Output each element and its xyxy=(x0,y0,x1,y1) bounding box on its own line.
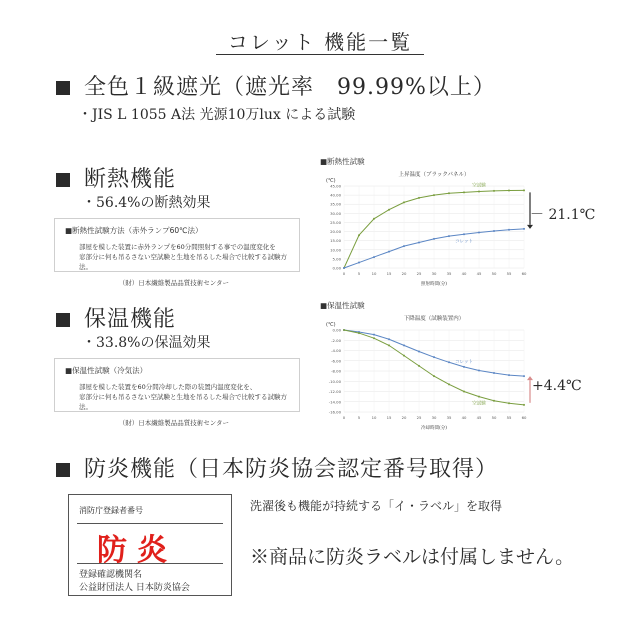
x-tick-label: 0 xyxy=(342,415,346,420)
y-tick-label: 15.00 xyxy=(330,238,341,244)
y-tick-label: 20.00 xyxy=(330,229,341,235)
x-tick-label: 45 xyxy=(476,271,482,276)
warmth-note-title: ■保温性試験（冷気法） xyxy=(65,366,148,375)
x-tick-label: 10 xyxy=(371,271,377,276)
y-tick-label: 30.00 xyxy=(330,210,341,216)
warmth-note-source: （財）日本繊維製品品質技術センター xyxy=(118,419,229,427)
x-tick-label: 60 xyxy=(521,271,527,276)
data-point xyxy=(373,337,375,339)
x-tick-label: 30 xyxy=(431,415,437,420)
insulation-note-title: ■断熱性試験方法（赤外ランプ60℃法） xyxy=(65,226,203,235)
warmth-chart xyxy=(314,310,536,434)
cert-top-text: 消防庁登録者番号 xyxy=(79,506,143,515)
data-point xyxy=(403,245,405,247)
y-tick-label: 0.00 xyxy=(332,327,341,333)
y-tick-label: -8.00 xyxy=(331,368,341,374)
data-point xyxy=(403,355,405,357)
shading-heading xyxy=(56,70,496,101)
data-point xyxy=(478,369,480,371)
x-tick-label: 40 xyxy=(461,271,467,276)
data-point xyxy=(463,233,465,235)
insulation-note-line: 窓部分に何も吊るさない空試験と生地を吊るした場合で比較する試験方法。 xyxy=(79,253,287,271)
y-tick-label: 35.00 xyxy=(330,201,341,207)
square-bullet-icon xyxy=(56,81,70,95)
series-label: コレット xyxy=(455,359,473,365)
flameproof-heading xyxy=(56,452,498,483)
data-point xyxy=(373,334,375,336)
data-point xyxy=(343,267,345,269)
data-point xyxy=(493,372,495,374)
data-point xyxy=(523,404,525,406)
data-point xyxy=(478,190,480,192)
delta-arrow-head xyxy=(527,225,533,229)
y-tick-label: -6.00 xyxy=(331,358,341,364)
x-tick-label: 30 xyxy=(431,271,437,276)
page-title: コレット 機能一覧 xyxy=(227,30,413,54)
x-tick-label: 50 xyxy=(491,415,497,420)
data-point xyxy=(523,228,525,230)
data-point xyxy=(388,251,390,253)
chart-title: 上昇温度（ブラックパネル） xyxy=(398,172,470,178)
data-point xyxy=(343,329,345,331)
x-tick-label: 25 xyxy=(416,271,422,276)
data-point xyxy=(478,396,480,398)
data-point xyxy=(508,229,510,231)
warmth-note-box xyxy=(54,358,300,427)
y-axis-unit: (℃) xyxy=(326,178,336,184)
data-point xyxy=(448,361,450,363)
insulation-note-line: 部屋を模した装置に赤外ランプを60分間照射する事での温度変化を xyxy=(79,243,276,251)
data-point xyxy=(418,365,420,367)
data-point xyxy=(418,241,420,243)
cert-line-2: 公益財団法人 日本防炎協会 xyxy=(79,583,190,593)
data-point xyxy=(433,375,435,377)
y-tick-label: -12.00 xyxy=(328,389,341,394)
y-axis-unit: (℃) xyxy=(326,322,336,328)
flameproof-label-image xyxy=(68,494,232,596)
data-point xyxy=(358,262,360,264)
flameproof-heading-text: 防炎機能（日本防炎協会認定番号取得） xyxy=(84,457,499,482)
x-tick-label: 20 xyxy=(401,271,407,276)
y-tick-label: 10.00 xyxy=(330,247,341,253)
y-tick-label: 5.00 xyxy=(332,256,341,262)
cert-line-1: 登録確認機関名 xyxy=(79,570,143,580)
insulation-note-box xyxy=(54,218,300,287)
data-point xyxy=(358,234,360,236)
insulation-chart xyxy=(314,166,536,290)
data-point xyxy=(433,194,435,196)
y-tick-label: -16.00 xyxy=(328,409,341,415)
data-point xyxy=(418,351,420,353)
y-tick-label: -14.00 xyxy=(328,399,341,405)
x-tick-label: 20 xyxy=(401,415,407,420)
series-label: 空試験 xyxy=(472,183,486,189)
flameproof-text-2: ※商品に防炎ラベルは付属しません。 xyxy=(250,546,575,568)
insulation-delta: － 21.1℃ xyxy=(530,207,596,223)
data-point xyxy=(403,201,405,203)
data-point xyxy=(493,230,495,232)
x-axis-label: 冷却時間(分) xyxy=(420,426,448,431)
x-tick-label: 35 xyxy=(446,415,452,420)
data-point xyxy=(463,391,465,393)
data-point xyxy=(508,402,510,404)
x-tick-label: 5 xyxy=(357,271,361,276)
y-tick-label: -2.00 xyxy=(331,337,341,343)
chart-title: 下降温度（試験装置内） xyxy=(403,316,465,322)
warmth-delta: +4.4℃ xyxy=(532,378,582,394)
y-tick-label: 25.00 xyxy=(330,219,341,225)
warmth-heading-text: 保温機能 xyxy=(84,307,177,332)
y-tick-label: -4.00 xyxy=(331,348,341,353)
data-point xyxy=(448,383,450,385)
square-bullet-icon xyxy=(56,313,70,327)
data-point xyxy=(418,197,420,199)
x-tick-label: 50 xyxy=(491,271,497,276)
x-tick-label: 45 xyxy=(476,415,482,420)
series-label: 空試験 xyxy=(472,401,486,407)
insulation-heading-text: 断熱機能 xyxy=(84,167,177,192)
x-tick-label: 40 xyxy=(461,415,467,420)
data-point xyxy=(493,400,495,402)
flameproof-text-1: 洗濯後も機能が持続する「イ・ラベル」を取得 xyxy=(250,499,503,513)
data-point xyxy=(508,190,510,192)
data-point xyxy=(478,231,480,233)
cert-divider xyxy=(77,523,223,524)
data-point xyxy=(448,192,450,194)
data-point xyxy=(433,356,435,358)
x-tick-label: 55 xyxy=(506,271,512,276)
data-point xyxy=(523,375,525,377)
data-point xyxy=(523,189,525,191)
warmth-note-line: 窓部分に何も吊るさない空試験と生地を吊るした場合で比較する試験方法。 xyxy=(79,393,287,411)
x-tick-label: 55 xyxy=(506,415,512,420)
title-underline xyxy=(216,54,424,55)
square-bullet-icon xyxy=(56,463,70,477)
y-tick-label: 0.00 xyxy=(332,265,341,271)
insulation-sub: ・56.4%の断熱効果 xyxy=(82,195,211,211)
warmth-sub: ・33.8%の保温効果 xyxy=(82,335,211,351)
insulation-chart-header: ■断熱性試験 xyxy=(320,157,365,166)
shading-heading-text: 全色１級遮光（遮光率 99.99%以上） xyxy=(84,75,496,100)
series-label: コレット xyxy=(455,239,473,245)
x-tick-label: 35 xyxy=(446,271,452,276)
y-tick-label: 45.00 xyxy=(330,183,341,189)
data-point xyxy=(388,209,390,211)
x-tick-label: 5 xyxy=(357,415,361,420)
x-tick-label: 0 xyxy=(342,271,346,276)
cert-flame-mark: 防炎 xyxy=(97,533,177,568)
insulation-note-source: （財）日本繊維製品品質技術センター xyxy=(118,279,229,287)
warmth-chart-header: ■保温性試験 xyxy=(320,301,365,310)
x-tick-label: 15 xyxy=(386,271,392,276)
data-point xyxy=(433,238,435,240)
y-tick-label: 40.00 xyxy=(330,192,341,198)
x-tick-label: 60 xyxy=(521,415,527,420)
cert-divider xyxy=(77,563,223,564)
warmth-note-line: 部屋を模した装置を60分間冷却した際の装置内温度変化を、 xyxy=(79,383,257,391)
square-bullet-icon xyxy=(56,173,70,187)
data-point xyxy=(403,344,405,346)
data-point xyxy=(493,190,495,192)
data-point xyxy=(448,235,450,237)
insulation-heading xyxy=(56,162,176,193)
x-tick-label: 25 xyxy=(416,415,422,420)
shading-sub: ・JIS L 1055 A法 光源10万lux による試験 xyxy=(78,107,356,123)
data-point xyxy=(358,332,360,334)
x-tick-label: 15 xyxy=(386,415,392,420)
x-axis-label: 照射時間(分) xyxy=(420,282,448,287)
data-point xyxy=(463,366,465,368)
x-tick-label: 10 xyxy=(371,415,377,420)
data-point xyxy=(373,218,375,220)
data-point xyxy=(388,338,390,340)
data-point xyxy=(508,374,510,376)
warmth-heading xyxy=(56,302,176,333)
data-point xyxy=(388,344,390,346)
data-point xyxy=(373,256,375,258)
y-tick-label: -10.00 xyxy=(328,378,341,384)
data-point xyxy=(463,191,465,193)
